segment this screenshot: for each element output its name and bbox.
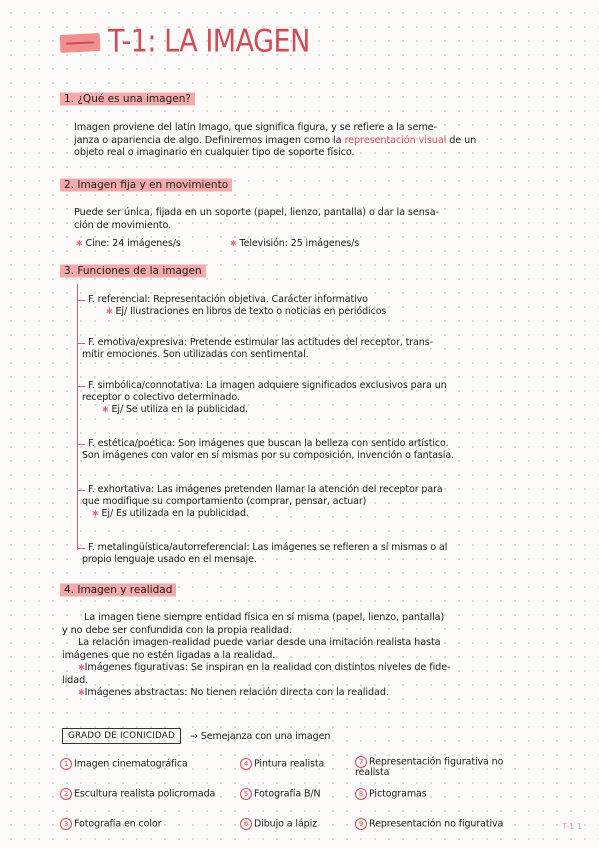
arrow-f2 — [77, 343, 85, 344]
bullet-icon: ✱ — [102, 405, 109, 414]
s1-highlight: representación visual — [344, 134, 447, 146]
s4-line-3: La relación imagen-realidad puede variar desde una imitación realista hasta — [78, 637, 441, 648]
f5-line-2: que modifique su comportamiento (comprar, pensar, actuar) — [82, 496, 367, 507]
iconicity-definition-text: Semejanza con una imagen — [200, 731, 331, 742]
f3-line-1: F. simbólica/connotativa: La imagen adquiere significados exclusivos para un — [88, 380, 447, 391]
s4-line-7 — [62, 687, 562, 700]
iconicity-item-text: Representación figurativa no realista — [355, 756, 504, 778]
function-emotiva — [82, 337, 433, 361]
iconicity-item-text: Pintura realista — [254, 758, 325, 770]
function-exhortativa — [82, 484, 443, 520]
s2-line-2: ción de movimiento. — [74, 219, 172, 231]
iconicity-item-2 — [60, 788, 215, 801]
section-4-heading: 4. Imagen y realidad — [60, 582, 176, 598]
iconicity-item-text: Dibujo a lápiz — [254, 818, 318, 830]
iconicity-item-7 — [355, 756, 515, 778]
section-2-heading: 2. Imagen fija y en movimiento — [60, 177, 232, 193]
arrow-right-icon: → — [190, 731, 198, 742]
iconicity-item-9 — [355, 818, 503, 831]
bullet-icon: ✱ — [78, 663, 85, 672]
f2-line-2: mitir emociones. Son utilizadas con sentimental. — [82, 349, 309, 360]
f4-line-2: Son imágenes con valor en sí mismas por su composición, invención o fantasía. — [82, 450, 454, 461]
page-title: T-1: LA IMAGEN — [108, 23, 310, 60]
iconicity-item-text: Escultura realista policromada — [74, 788, 216, 800]
iconicity-item-text: Fotografía en color — [74, 818, 162, 830]
number-circle: 5 — [240, 788, 252, 800]
number-circle: 9 — [355, 818, 367, 830]
iconicity-definition — [190, 731, 330, 743]
function-estetica — [82, 438, 454, 462]
f1-line-1: F. referencial: Representación objetiva. Carácter informativo — [88, 294, 368, 305]
number-circle: 1 — [60, 758, 72, 770]
function-metalinguistica — [82, 542, 448, 566]
iconicity-box: GRADO DE ICONICIDAD — [62, 728, 181, 744]
function-simbolica — [82, 380, 447, 416]
function-referencial — [88, 294, 386, 318]
s1-line-2-post: de un — [446, 134, 477, 146]
s4-line-2: y no debe ser confundida con la propia realidad. — [62, 624, 292, 636]
s4-line-6: lidad. — [62, 674, 89, 686]
arrow-f3 — [77, 386, 85, 387]
s4-line-7-text: Imágenes abstractas: No tienen relación directa con la realidad. — [84, 687, 389, 698]
section-3-heading: 3. Funciones de la imagen — [60, 263, 206, 279]
number-circle: 4 — [240, 758, 252, 770]
functions-vertical-line — [77, 284, 78, 550]
title-marker-icon — [60, 33, 101, 53]
f2-line-1: F. emotiva/expresiva: Pretende estimular las actitudes del receptor, trans- — [88, 337, 433, 348]
iconicity-item-4 — [240, 758, 324, 771]
bullet-icon: ✱ — [92, 509, 99, 518]
s1-line-2-pre: janza o apariencia de algo. Definiremos imagen como la — [74, 134, 345, 146]
section-4-body — [62, 612, 562, 700]
bullet-icon: ✱ — [106, 307, 113, 316]
f5-example — [88, 508, 443, 520]
iconicity-item-3 — [60, 818, 161, 831]
f3-example-text: Ej/ Se utiliza en la publicidad. — [111, 404, 249, 415]
s1-line-1: Imagen proviene del latín Imago, que significa figura, y se refiere a la seme- — [74, 122, 437, 133]
section-1-body — [74, 122, 574, 160]
s4-line-4: imágenes que no estén ligadas a la realidad. — [62, 649, 276, 661]
s1-line-2 — [74, 135, 574, 148]
number-circle: 7 — [355, 756, 367, 768]
iconicity-item-text: Pictogramas — [369, 788, 427, 800]
f5-example-text: Ej/ Es utilizada en la publicidad. — [101, 508, 249, 519]
iconicity-item-6 — [240, 818, 317, 831]
arrow-f1 — [77, 300, 85, 301]
number-circle: 6 — [240, 818, 252, 830]
arrow-f4 — [77, 444, 85, 445]
iconicity-item-text: Fotografía B/N — [254, 788, 321, 800]
bullet-icon: ✱ — [78, 688, 85, 697]
iconicity-item-text: Representación no figurativa — [369, 818, 504, 830]
arrow-f6 — [77, 548, 85, 549]
page-mark: T-1 1 — [562, 822, 582, 831]
f6-line-1: F. metalingüística/autorreferencial: Las imágenes se refieren a sí mismas o al — [88, 542, 448, 553]
f3-line-2: receptor o colectivo determinado. — [82, 392, 240, 403]
tv-bullet — [230, 238, 359, 250]
f1-example — [88, 306, 386, 318]
arrow-f5 — [77, 490, 85, 491]
iconicity-item-1 — [60, 758, 188, 771]
f4-line-1: F. estética/poética: Son imágenes que buscan la belleza con sentido artístico. — [88, 438, 449, 449]
s4-line-5 — [62, 662, 562, 675]
number-circle: 2 — [60, 788, 72, 800]
cine-text: Cine: 24 imágenes/s — [85, 238, 181, 249]
s4-line-1: La imagen tiene siempre entidad física en sí misma (papel, lienzo, pantalla) — [84, 612, 445, 623]
f5-line-1: F. exhortativa: Las imágenes pretenden llamar la atención del receptor para — [88, 484, 443, 495]
s4-line-5-text: Imágenes figurativas: Se inspiran en la realidad con distintos niveles de fide- — [84, 662, 451, 673]
number-circle: 8 — [355, 788, 367, 800]
s1-line-3: objeto real o imaginario en cualquier tipo de soporte físico. — [74, 147, 355, 158]
bullet-icon: ✱ — [76, 239, 83, 248]
section-1-heading: 1. ¿Qué es una imagen? — [60, 91, 195, 107]
iconicity-item-text: Imagen cinematográfica — [74, 758, 188, 770]
iconicity-item-5 — [240, 788, 320, 801]
tv-text: Televisión: 25 imágenes/s — [239, 238, 360, 249]
cine-bullet — [76, 238, 181, 250]
iconicity-item-8 — [355, 788, 427, 801]
f6-line-2: propio lenguaje usado en el mensaje. — [82, 554, 257, 565]
f1-example-text: Ej/ Ilustraciones en libros de texto o noticias en periódicos — [115, 306, 387, 317]
number-circle: 3 — [60, 818, 72, 830]
s2-line-1: Puede ser única, fijada en un soporte (papel, lienzo, pantalla) o dar la sensa- — [74, 207, 439, 218]
f3-example — [88, 404, 447, 416]
section-2-body — [74, 207, 574, 232]
bullet-icon: ✱ — [230, 239, 237, 248]
